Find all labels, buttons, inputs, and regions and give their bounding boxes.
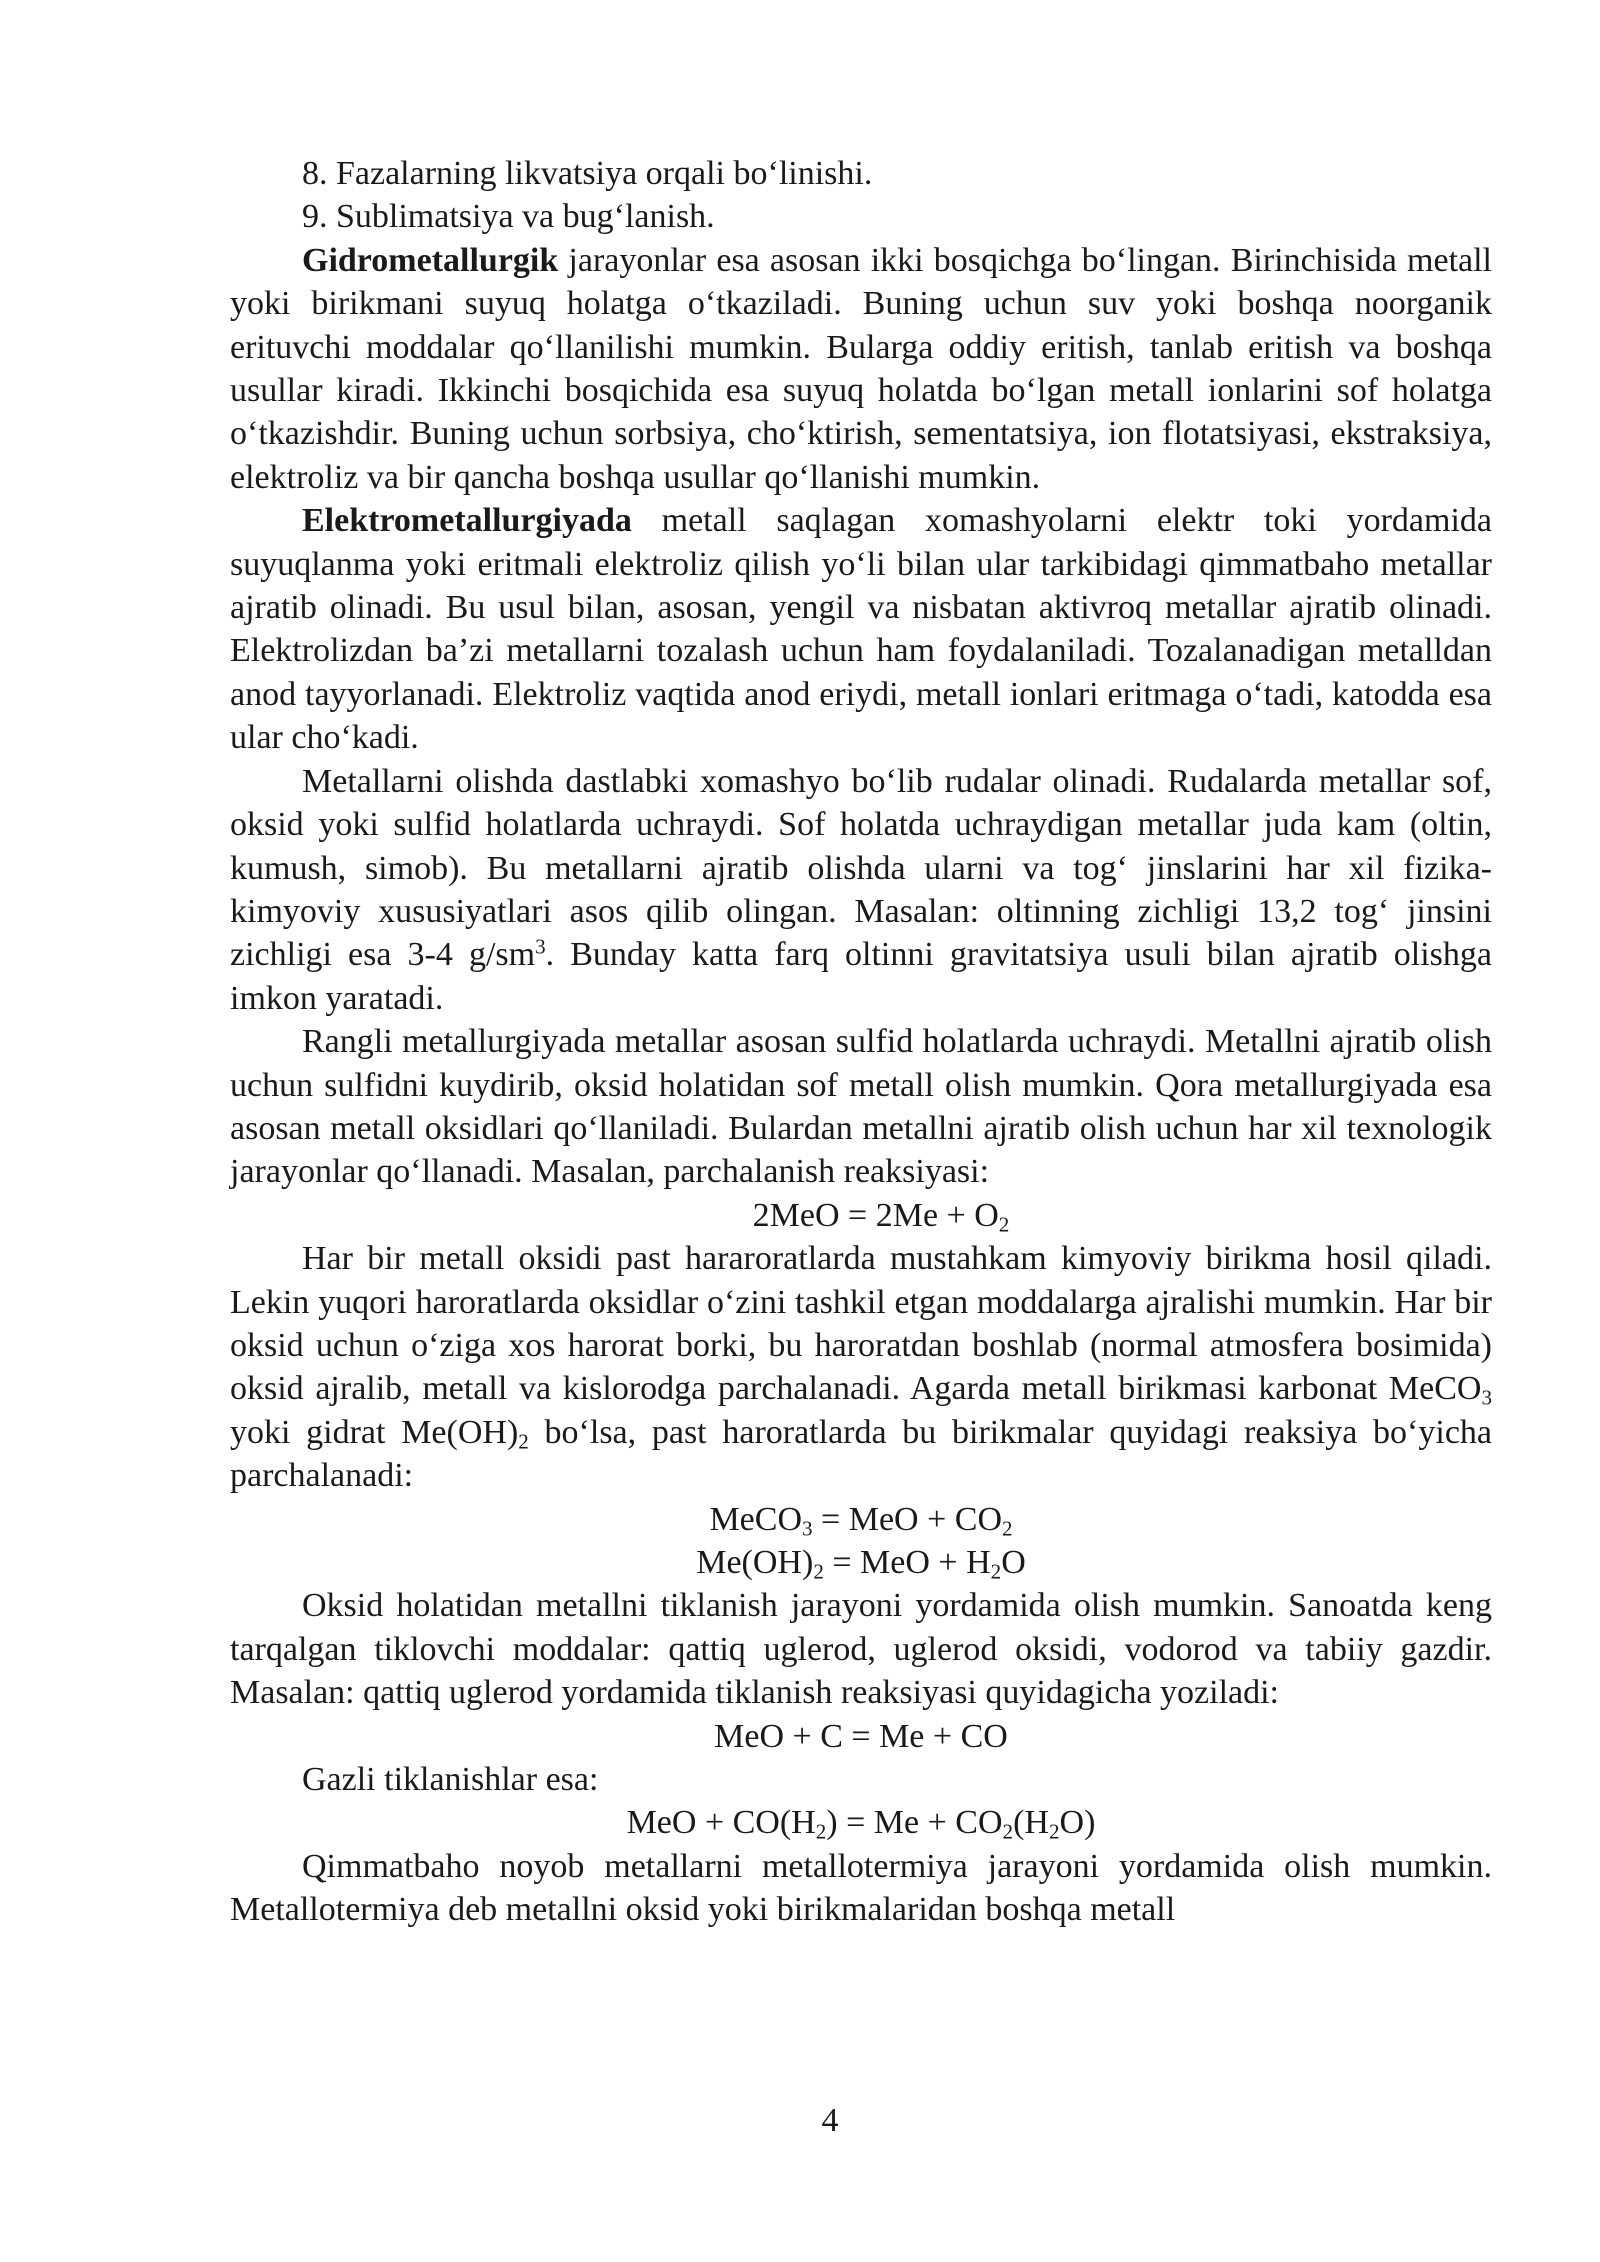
paragraph-rangli-metallurgiya: Rangli metallurgiyada metallar asosan sulfid holatlarda uchraydi. Metallni ajratib olish uchun sulfidni kuydirib, oksid holatidan sof metall olish mumkin. Qora metallurgiyada esa asosan metall oksidlari qo‘llaniladi. Bulardan metallni ajratib olish uchun har xil texnologik jarayonlar qo‘llanadi. Masalan, parchalanish reaksiyasi: — [230, 1023, 1492, 1191]
formula-karbonat: MeCO$_3$ = MeO + $CO_2$ — [709, 1500, 1013, 1540]
page-number: 4 — [821, 2102, 839, 2139]
paragraph-gazli: Gazli tiklanishlar esa: — [302, 1761, 599, 1799]
formula-gidrat: $Me(OH)_2$ = MeO + $H_2O$ — [696, 1544, 1026, 1584]
paragraph-oksid-tiklanish: Oksid holatidan metallni tiklanish jarayoni yordamida olish mumkin. Sanoatda keng tarqalgan tiklovchi moddalar: qattiq uglerod, uglerod oksidi, vodorod va tabiiy gazdir. Masalan: qattiq uglerod yordamida tiklanish reaksiyasi quyidagicha yoziladi: — [230, 1587, 1492, 1712]
term-elektrometallurgiya: Elektrometallurgiyada — [302, 502, 632, 540]
paragraph-har-bir-oksid: Har bir metall oksidi past hararoratlarda mustahkam kimyoviy birikma hosil qiladi. Lekin yuqori haroratlarda oksidlar o‘zini tashkil etgan moddalarga ajralishi mumkin. Har bir oksid uchun o‘ziga xos harorat borki, bu haroratdan boshlab (normal atmosfera bosimida) oksid ajralib, metall va kislorodga parchalanadi. Agarda metall birikmasi karbonat MeCO$_3$ yoki gidrat $Me(OH)_2$ bo‘lsa, past haroratlarda bu birikmalar quyidagi reaksiya bo‘yicha parchalanadi: — [230, 1240, 1493, 1495]
list-item: 8. Fazalarning likvatsiya orqali bo‘linishi. — [302, 155, 873, 192]
paragraph-elektrometallurgiya: Elektrometallurgiyada metall saqlagan xomashyolarni elektr toki yordamida suyuqlanma yoki eritmali elektroliz qilish yo‘li bilan ular tarkibidagi qimmatbaho metallar ajratib olinadi. Bu usul bilan, asosan, yengil va nisbatan aktivroq metallar ajratib olinadi. Elektrolizdan ba’zi metallarni tozalash uchun ham foydalaniladi. Tozalanadigan metalldan anod tayyorlanadi. Elektroliz vaqtida anod eriydi, metall ionlari eritmaga o‘tadi, katodda esa ular cho‘kadi. — [230, 502, 1492, 757]
formula-gazli-tiklanish: MeO + $CO(H_2) = Me + CO_2(H_2O)$ — [626, 1804, 1096, 1844]
paragraph-rudalar: Metallarni olishda dastlabki xomashyo bo‘lib rudalar olinadi. Rudalarda metallar sof, oksid yoki sulfid holatlarda uchraydi. Sof holatda uchraydigan metallar juda kam (oltin, kumush, simob). Bu metallarni ajratib olishda ularni va tog‘ jinslarini har xil fizika-kimyoviy xususiyatlari asos qilib olingan. Masalan: oltinning zichligi 13,2 tog‘ jinsini zichligi esa 3-4 $g/sm^3$. Bunday katta farq oltinni gravitatsiya usuli bilan ajratib olishga imkon yaratadi. — [230, 762, 1493, 1017]
paragraph-gidrometallurgik: Gidrometallurgik jarayonlar esa asosan ikki bosqichga bo‘lingan. Birinchisida metall yoki birikmani suyuq holatga o‘tkaziladi. Buning uchun suv yoki boshqa noorganik erituvchi moddalar qo‘llanilishi mumkin. Bularga oddiy eritish, tanlab eritish va boshqa usullar kiradi. Ikkinchi bosqichida esa suyuq holatda bo‘lgan metall ionlarini sof holatga o‘tkazishdir. Buning uchun sorbsiya, cho‘ktirish, sementatsiya, ion flotatsiyasi, ekstraksiya, elektroliz va bir qancha boshqa usullar qo‘llanishi mumkin. — [230, 241, 1492, 496]
formula-parchalanish: $2MeO = 2Me + O_2$ — [752, 1196, 1010, 1237]
term-gidrometallurgik: Gidrometallurgik — [302, 241, 559, 279]
formula-uglerod: MeO + C = Me + CO — [714, 1717, 1008, 1755]
list-item: 9. Sublimatsiya va bug‘lanish. — [302, 198, 715, 236]
page-body — [230, 152, 1492, 1932]
paragraph-metallotermiya: Qimmatbaho noyob metallarni metallotermiya jarayoni yordamida olish mumkin. Metallotermiya deb metallni oksid yoki birikmalaridan boshqa metall — [230, 1847, 1492, 1929]
